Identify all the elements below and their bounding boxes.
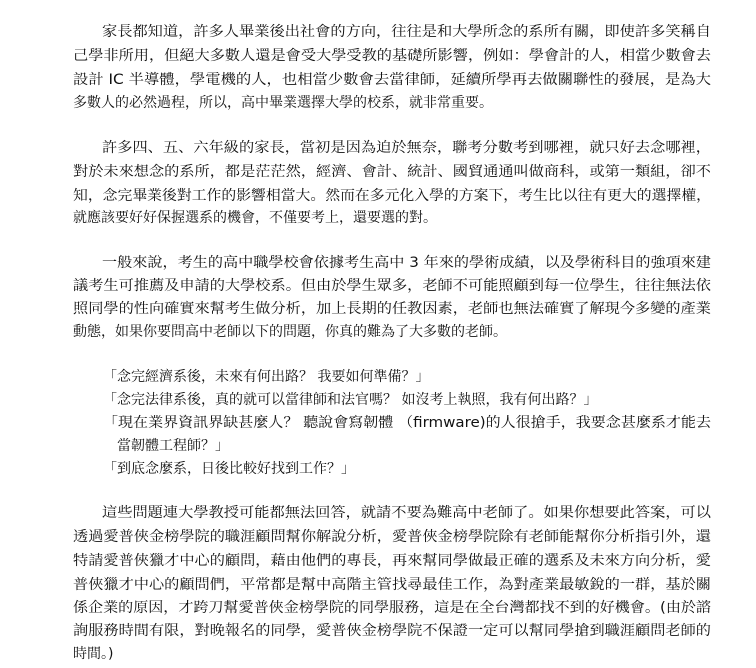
paragraph-4-line-1: 這些問題連大學教授可能都無法回答，就請不要為難高中老師了。如果你想要此答案，可以 [102, 505, 711, 521]
paragraph-4-line-7: 時間。) [73, 646, 114, 662]
paragraph-3-line-1: 一般來說，考生的高中職學校會依據考生高中 3 年來的學術成績，以及學術科目的強項來建 [102, 255, 711, 271]
paragraph-1-line-2: 己學非所用，但絕大多數人還是會受大學受教的基礎所影響，例如：學會計的人，相當少數會去 [73, 48, 711, 64]
paragraph-2-line-1: 許多四、五、六年級的家長，當初是因為迫於無奈，聯考分數考到哪裡，就只好去念哪裡， [102, 140, 711, 156]
paragraph-2-line-4: 就應該要好好保握選系的機會，不僅要考上，還要選的對。 [73, 210, 437, 226]
question-1: 「念完經濟系後，未來有何出路？ 我要如何準備？」 [103, 369, 430, 385]
paragraph-4-line-6: 詢服務時間有限，對晚報名的同學，愛普俠金榜學院不保證一定可以幫同學搶到職涯顧問老師的 [73, 623, 711, 639]
paragraph-2-line-3: 知，念完畢業後對工作的影響相當大。然而在多元化入學的方案下，考生比以往有更大的選擇權， [73, 188, 711, 204]
question-3-line-1: 「現在業界資訊界缺甚麼人？ 聽說會寫韌體 （firmware)的人很搶手，我要念甚麼系才能去 [103, 415, 711, 431]
paragraph-3-line-3: 照同學的性向確實來幫考生做分析，加上長期的任教因素，老師也無法確實了解現今多變的產業 [73, 301, 711, 317]
paragraph-1-line-1: 家長都知道，許多人畢業後出社會的方向，往往是和大學所念的系所有關，即使許多笑稱自 [102, 24, 711, 40]
paragraph-1-line-3: 設計 IC 半導體，學電機的人，也相當少數會去當律師，延續所學再去做關聯性的發展，是為大 [73, 72, 712, 88]
question-4: 「到底念麼系，日後比較好找到工作？」 [103, 461, 355, 477]
paragraph-4-line-4: 普俠獵才中心的顧問們，平常都是幫中高階主管找尋最佳工作，為對產業最敏銳的一群，基於關 [73, 577, 711, 593]
paragraph-2-line-2: 對於未來想念的系所，都是茫茫然，經濟、會計、統計、國貿通通叫做商科，或第一類組，卻不 [73, 164, 711, 180]
question-3-line-2: 當韌體工程師？」 [117, 438, 229, 454]
paragraph-4-line-3: 特請愛普俠獵才中心的顧問，藉由他們的專長，再來幫同學做最正確的選系及未來方向分析，愛 [73, 553, 711, 569]
paragraph-3-line-4: 動態，如果你要問高中老師以下的問題，你真的難為了大多數的老師。 [73, 324, 507, 340]
paragraph-3-line-2: 議考生可推薦及申請的大學校系。但由於學生眾多，老師不可能照顧到每一位學生，往往無法依 [73, 278, 711, 294]
paragraph-1-line-4: 多數人的必然過程，所以，高中畢業選擇大學的校系，就非常重要。 [73, 95, 493, 111]
question-2: 「念完法律系後，真的就可以當律師和法官嗎？ 如沒考上執照，我有何出路？」 [103, 392, 598, 408]
paragraph-4-line-5: 係企業的原因，才跨刀幫愛普俠金榜學院的同學服務，這是在全台灣都找不到的好機會。(由於諮 [73, 600, 711, 616]
paragraph-4-line-2: 透過愛普俠金榜學院的職涯顧問幫你解說分析，愛普俠金榜學院除有老師能幫你分析指引外，還 [73, 529, 711, 545]
